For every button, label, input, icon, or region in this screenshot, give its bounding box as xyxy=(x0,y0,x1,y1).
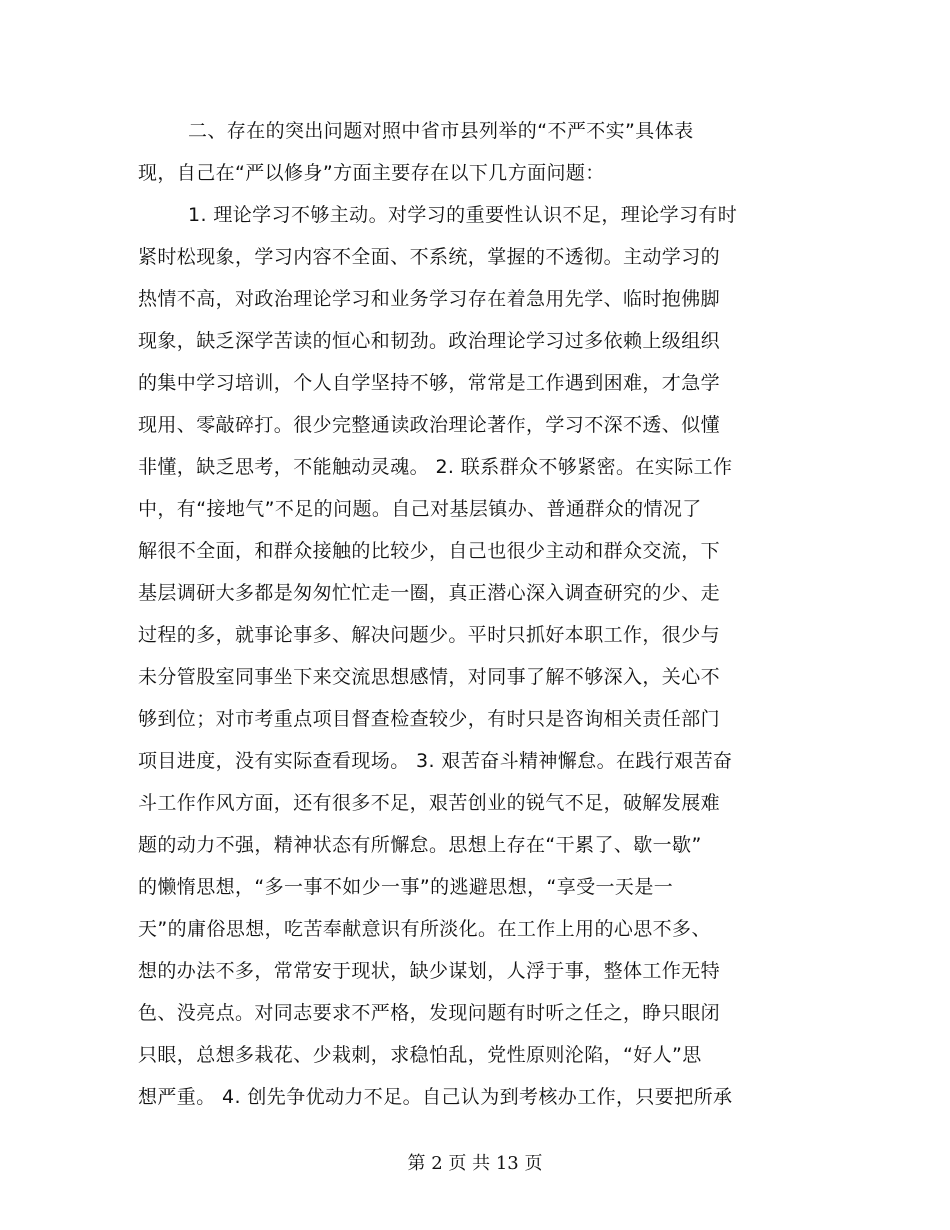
text-line: 过程的多，就事论事多、解决问题少。平时只抓好本职工作，很少与 xyxy=(138,624,721,646)
text-line: 基层调研大多都是匆匆忙忙走一圈，真正潜心深入调查研究的少、走 xyxy=(138,582,721,604)
text-line: 项目进度，没有实际查看现场。 3. 艰苦奋斗精神懈怠。在践行艰苦奋 xyxy=(138,750,733,772)
text-line: 未分管股室同事坐下来交流思想感情，对同事了解不够深入，关心不 xyxy=(138,666,721,688)
text-line: 题的动力不强，精神状态有所懈怠。思想上存在“干累了、歇一歇” xyxy=(138,834,702,856)
text-line: 二、存在的突出问题对照中省市县列举的“不严不实”具体表 xyxy=(188,120,694,142)
text-line: 现用、零敲碎打。很少完整通读政治理论著作，学习不深不透、似懂 xyxy=(138,414,721,436)
text-line: 的懒惰思想，“多一事不如少一事”的逃避思想，“享受一天是一 xyxy=(138,876,674,898)
text-line: 色、没亮点。对同志要求不严格，发现问题有时听之任之，睁只眼闭 xyxy=(138,1002,721,1024)
text-line: 现象，缺乏深学苦读的恒心和韧劲。政治理论学习过多依赖上级组织 xyxy=(138,330,721,352)
text-line: 只眼，总想多栽花、少栽刺，求稳怕乱，党性原则沦陷，“好人”思 xyxy=(138,1044,702,1066)
page-footer: 第 2 页 共 13 页 xyxy=(407,1153,543,1174)
text-line: 天”的庸俗思想，吃苦奉献意识有所淡化。在工作上用的心思不多、 xyxy=(138,918,711,940)
text-line: 解很不全面，和群众接触的比较少，自己也很少主动和群众交流，下 xyxy=(138,540,721,562)
text-line: 斗工作作风方面，还有很多不足，艰苦创业的锐气不足，破解发展难 xyxy=(138,792,721,814)
text-line: 的集中学习培训，个人自学坚持不够，常常是工作遇到困难，才急学 xyxy=(138,372,721,394)
text-line: 够到位；对市考重点项目督查检查较少，有时只是咨询相关责任部门 xyxy=(138,708,721,730)
text-line: 非懂，缺乏思考，不能触动灵魂。 2. 联系群众不够紧密。在实际工作 xyxy=(138,456,733,478)
text-line: 紧时松现象，学习内容不全面、不系统，掌握的不透彻。主动学习的 xyxy=(138,246,721,268)
text-line: 1. 理论学习不够主动。对学习的重要性认识不足，理论学习有时 xyxy=(188,204,738,226)
text-line: 想严重。 4. 创先争优动力不足。自己认为到考核办工作，只要把所承 xyxy=(138,1086,733,1108)
text-line: 现，自己在“严以修身”方面主要存在以下几方面问题： xyxy=(138,162,605,184)
text-line: 中，有“接地气”不足的问题。自己对基层镇办、普通群众的情况了 xyxy=(138,498,702,520)
text-line: 热情不高，对政治理论学习和业务学习存在着急用先学、临时抱佛脚 xyxy=(138,288,721,310)
text-line: 想的办法不多，常常安于现状，缺少谋划，人浮于事，整体工作无特 xyxy=(138,960,721,982)
